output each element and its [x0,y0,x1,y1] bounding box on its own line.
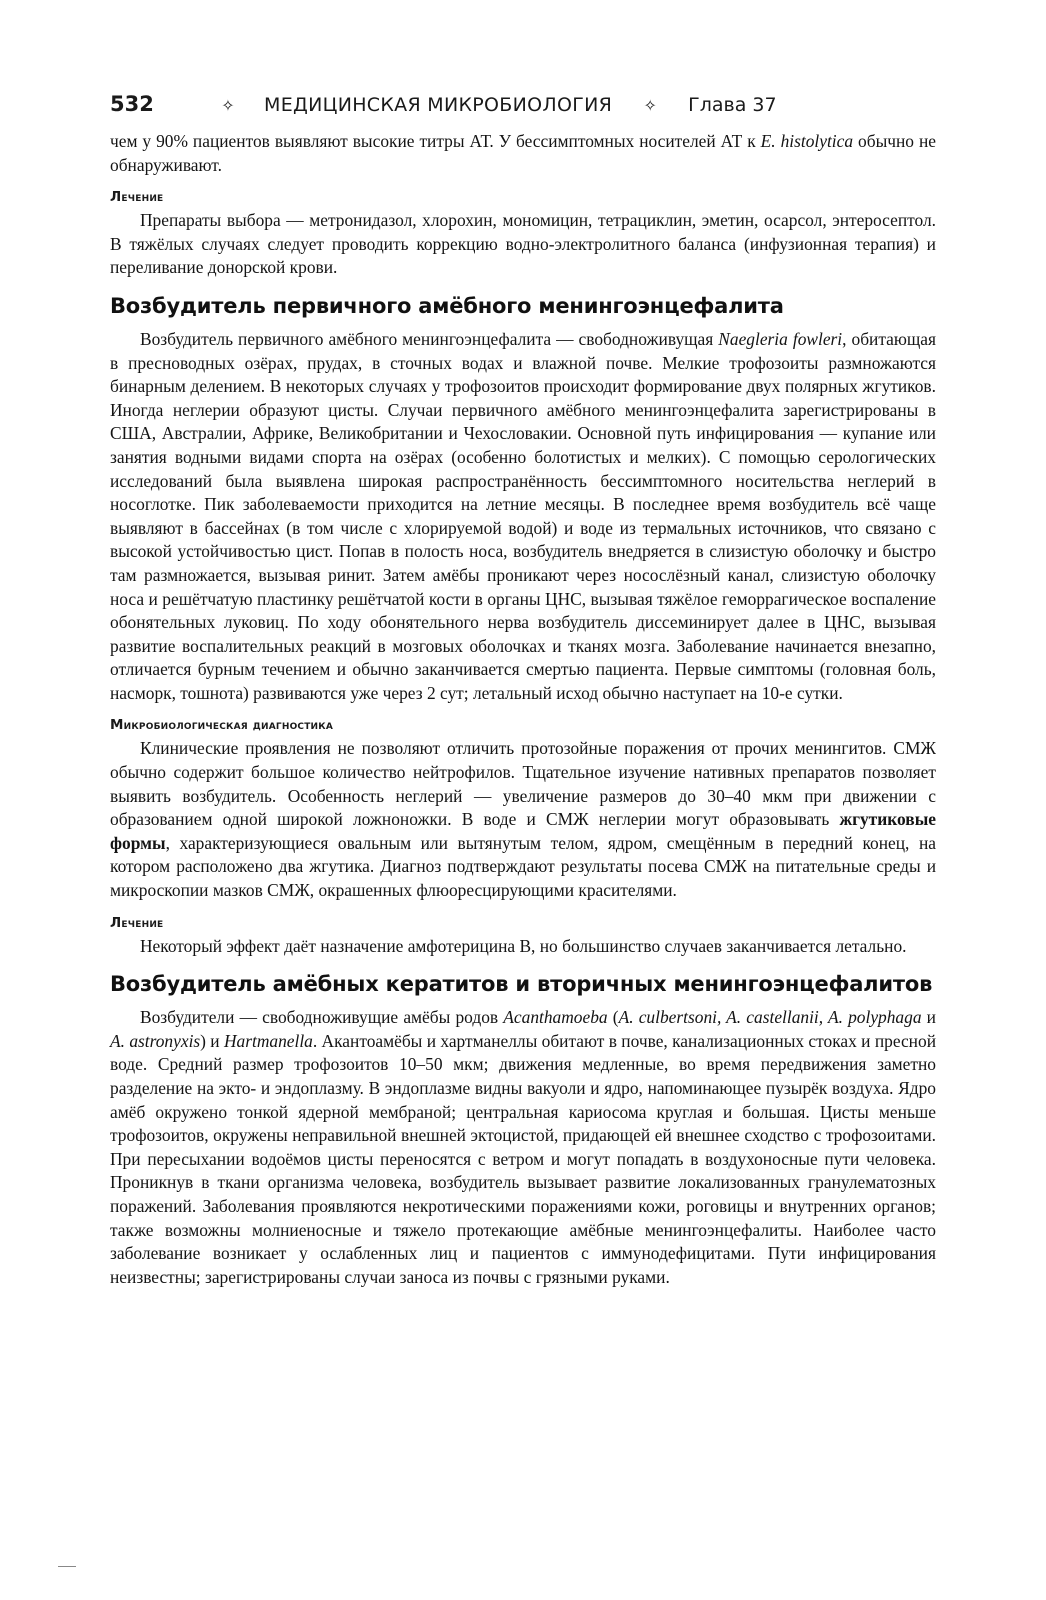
chapter-label: Глава 37 [688,94,777,116]
section-heading-diagnostics: Микробиологическая диагностика [110,717,334,734]
running-head [110,92,936,130]
text-run: обычно не обнаруживают. [110,131,936,175]
text-run: , обитающая в пресноводных озёрах, прудах, в сточных водах и влажной почве. Мелкие трофозоиты размножаются бинарным делением. В некоторых случаях у трофозоитов происходит формирование двух полярных жгутиков. Иногда неглерии образуют цисты. Случаи первичного амёбного менингоэнцефалита зарегистрированы в США, Австралии, Африке, Великобритании и Чехословакии. Основной путь инфицирования — купание или занятия водными видами спорта на озёрах (особенно болотистых и мелких). С помощью серологических исследований была выявлена широкая распространённость бессимптомного носительства неглерий в носоглотке. Пик заболеваемости приходится на летние месяцы. В последнее время возбудитель всё чаще выявляют в бассейнах (в том числе с хлорируемой водой) и воде из термальных источников, что связано с высокой устойчивостью цист. Попав в полость носа, возбудитель внедряется в слизистую оболочку и быстро там размножается, вызывая ринит. Затем амёбы проникают через носослёзный канал, слизистую оболочку носа и решётчатую пластинку решётчатой кости в органы ЦНС, вызывая тяжёлое геморрагическое воспаление обонятельных луковиц. По ходу обонятельного нерва возбудитель диссеминирует далее в ЦНС, вызывая развитие воспалительных реакций в мозговых оболочках и тканях мозга. Заболевание начинается внезапно, отличается бурным течением и обычно заканчивается смертью пациента. Первые симптомы (головная боль, насморк, тошнота) развиваются уже через 2 сут; летальный исход обычно наступает на 10-е сутки. [110,328,936,703]
text-run: Возбудитель первичного амёбного менингоэнцефалита — свободноживущая [140,328,719,349]
book-page [110,92,936,1289]
text-run: ( [607,1007,619,1028]
diamond-icon: ✧ [221,96,235,115]
page-number: 532 [110,92,154,116]
scan-artifact [58,1566,76,1567]
book-title: МЕДИЦИНСКАЯ МИКРОБИОЛОГИЯ [264,94,613,116]
text-run: чем у 90% пациентов выявляют высокие титры АТ. У бессимптомных носителей АТ к [110,131,761,151]
text-run: . Акантоамёбы и хартманеллы обитают в почве, канализационных стоках и пресной воде. Средний размер трофозоитов 10–50 мкм; движения медленные, во время передвижения заметно разделение на экто- и эндоплазму. В эндоплазме видны вакуоли и ядро, напоминающее пузырёк воздуха. Ядро амёб окружено тонкой ядерной мембраной; центральная кариосома круглая и большая. Цисты меньше трофозоитов, окружены неправильной внешней эктоцистой, придающей ей внешнее сходство с трофозоитами. При пересыхании водоёмов цисты переносятся с ветром и могут попадать в воздухоносные пути человека. Проникнув в ткани организма человека, возбудитель вызывает развитие локализованных гранулематозных поражений. Заболевания проявляются некротическими поражениями кожи, роговицы и внутренних органов; также возможны молниеносные и тяжело протекающие амёбные менингоэнцефалиты. Наиболее часто заболевание возникает у ослабленных лиц и пациентов с иммунодефицитами. Пути инфицирования неизвестны; зарегистрированы случаи заноса из почвы с грязными руками. [110,1030,936,1287]
diagnostics-paragraph [110,737,936,902]
section-heading-treatment: Лечение [110,914,164,931]
intro-paragraph [110,130,936,177]
section-title-pam: Возбудитель первичного амёбного менингоэнцефалита [110,293,784,318]
species-name: E. histolytica [760,131,854,151]
bold-term: жгутиковые формы [110,809,936,853]
species-name: A. culbertsoni, A. castellanii, A. polyphaga [618,1007,922,1028]
text-run: Клинические проявления не позволяют отличить протозойные поражения от прочих менингитов. СМЖ обычно содержит большое количество нейтрофилов. Тщательное изучение нативных препаратов позволяет выявить возбудитель. Особенность неглерий — увеличение размеров до 30–40 мкм при движении с образованием одной широкой ложноножки. В воде и СМЖ неглерии могут образовывать [110,738,936,830]
treatment-paragraph: Некоторый эффект даёт назначение амфотерицина В, но большинство случаев заканчивается летально. [140,935,907,956]
section-heading-treatment: Лечение [110,189,164,206]
species-name: Naegleria fowleri [718,328,843,349]
text-run: Возбудители — свободноживущие амёбы родов [140,1007,504,1028]
genus-name: Hartmanella [223,1030,313,1051]
diamond-icon: ✧ [643,96,657,115]
text-run: ) и [200,1030,224,1051]
section-title-keratitis: Возбудитель амёбных кератитов и вторичных менингоэнцефалитов [110,972,933,997]
species-name: A. astronyxis [110,1030,201,1051]
text-run: и [921,1007,936,1028]
treatment-paragraph: Препараты выбора — метронидазол, хлорохин, мономицин, тетрациклин, эметин, осарсол, энтеросептол. В тяжёлых случаях следует проводить коррекцию водно-электролитного баланса (инфузионная терапия) и переливание донорской крови. [110,210,936,278]
genus-name: Acanthamoeba [503,1007,608,1028]
pam-paragraph [110,328,936,706]
keratitis-paragraph [110,1006,936,1289]
text-run: , характеризующиеся овальным или вытянутым телом, ядром, смещённым в передний конец, на котором расположено два жгутика. Диагноз подтверждают результаты посева СМЖ на питательные среды и микроскопии мазков СМЖ, окрашенных флюоресцирующими красителями. [110,832,936,901]
